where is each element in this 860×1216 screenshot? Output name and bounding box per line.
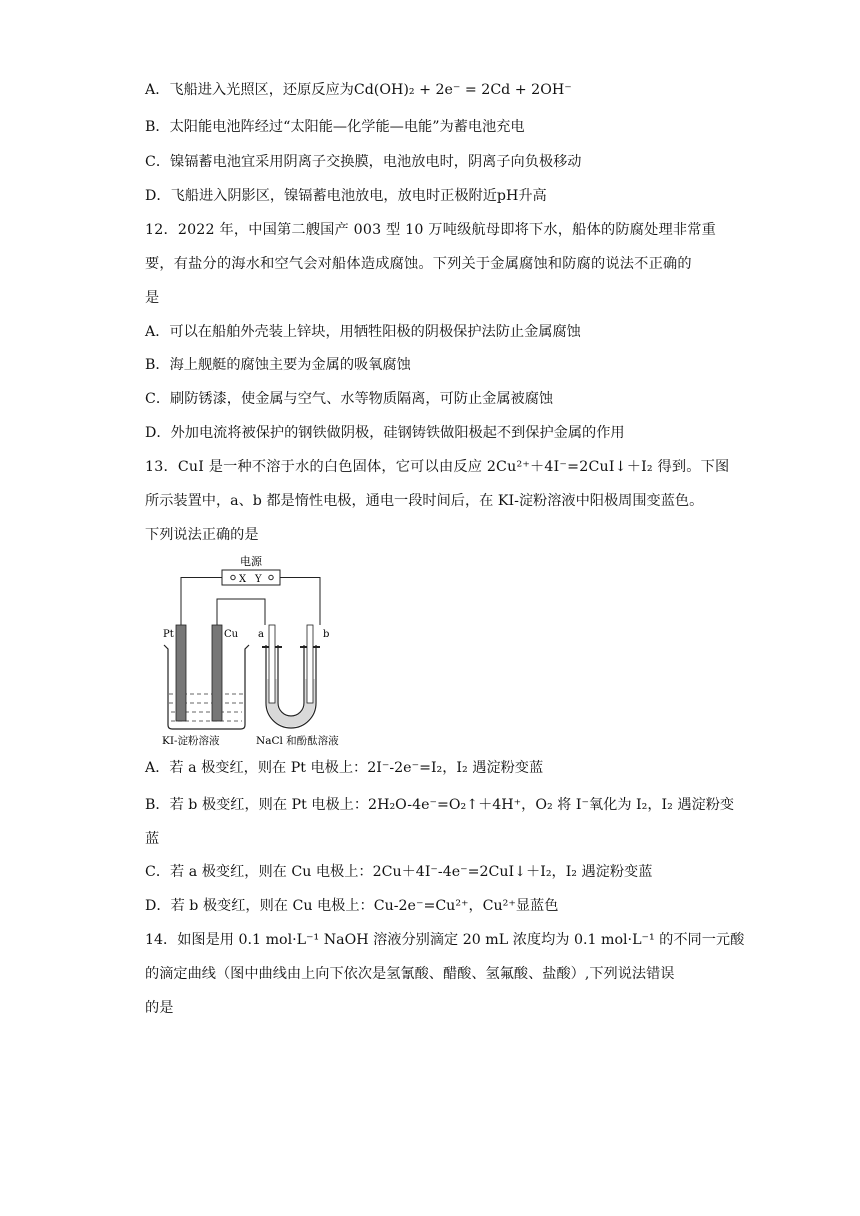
q14-stem-line-3: 的是	[145, 1000, 174, 1016]
q13-option-a: A．若 a 极变红，则在 Pt 电极上：2I⁻-2e⁻=I₂，I₂ 遇淀粉变蓝	[145, 760, 544, 776]
left-solution-label: KI-淀粉溶液	[162, 735, 220, 747]
a-label: a	[258, 629, 264, 640]
terminal-x-label: X	[239, 574, 247, 585]
terminal-y-label: Y	[255, 574, 262, 585]
u-tube-inner	[278, 645, 304, 716]
q12-option-a: A．可以在船舶外壳装上锌块，用牺牲阳极的阴极保护法防止金属腐蚀	[145, 324, 581, 340]
b-label: b	[323, 629, 330, 640]
q12-stem-line-2: 要，有盐分的海水和空气会对船体造成腐蚀。下列关于金属腐蚀和防腐的说法不正确的	[145, 256, 692, 272]
electrode-b	[307, 625, 313, 703]
q14-stem-line-1: 14．如图是用 0.1 mol·L⁻¹ NaOH 溶液分别滴定 20 mL 浓度均为 0.1 mol·L⁻¹ 的不同一元酸	[145, 932, 745, 948]
q12-stem-line-3: 是	[145, 290, 160, 306]
wire-cu-to-a	[217, 599, 265, 625]
q11-option-a: A．飞船进入光照区，还原反应为Cd(OH)₂ + 2e⁻ = 2Cd + 2OH⁻	[145, 82, 572, 98]
q13-option-b-line-1: B．若 b 极变红，则在 Pt 电极上：2H₂O-4e⁻=O₂↑＋4H⁺，O₂ 将 I⁻氧化为 I₂，I₂ 遇淀粉变	[145, 797, 735, 813]
right-solution-label: NaCl 和酚酞溶液	[256, 735, 339, 747]
q11-option-b: B．太阳能电池阵经过“太阳能—化学能—电能”为蓄电池充电	[145, 119, 525, 135]
q14-stem-line-2: 的滴定曲线（图中曲线由上向下依次是氢氰酸、醋酸、氢氟酸、盐酸）,下列说法错误	[145, 966, 675, 982]
electrolysis-apparatus-diagram	[160, 553, 360, 753]
pt-label: Pt	[163, 629, 174, 640]
wire-y-to-b	[280, 578, 320, 626]
q12-stem-line-1: 12．2022 年，中国第二艘国产 003 型 10 万吨级航母即将下水，船体的防腐处理非常重	[145, 222, 717, 238]
cu-electrode	[212, 625, 222, 721]
q12-option-d: D．外加电流将被保护的钢铁做阴极，硅钢铸铁做阳极起不到保护金属的作用	[145, 425, 625, 441]
q13-stem-line-3: 下列说法正确的是	[145, 527, 259, 543]
q13-option-d: D．若 b 极变红，则在 Cu 电极上：Cu-2e⁻=Cu²⁺，Cu²⁺显蓝色	[145, 898, 559, 914]
q13-stem-line-1: 13．CuI 是一种不溶于水的白色固体，它可以由反应 2Cu²⁺＋4I⁻=2CuI↓＋I₂ 得到。下图	[145, 459, 730, 475]
q13-option-c: C．若 a 极变红，则在 Cu 电极上：2Cu＋4I⁻-4e⁻=2CuI↓＋I₂，I₂ 遇淀粉变蓝	[145, 864, 653, 880]
q12-option-c: C．刷防锈漆，使金属与空气、水等物质隔离，可防止金属被腐蚀	[145, 391, 554, 407]
power-source-label: 电源	[240, 555, 262, 568]
q13-option-b-line-2: 蓝	[145, 831, 160, 847]
q11-option-d: D．飞船进入阴影区，镍镉蓄电池放电，放电时正极附近pH升高	[145, 188, 547, 204]
terminal-x	[231, 575, 235, 579]
q13-stem-line-2: 所示装置中，a、b 都是惰性电极，通电一段时间后，在 KI-淀粉溶液中阳极周围变蓝色。	[145, 493, 704, 509]
electrode-a	[269, 625, 275, 703]
pt-electrode	[176, 625, 186, 721]
terminal-y	[269, 575, 273, 579]
cu-label: Cu	[224, 629, 239, 640]
q11-option-c: C．镍镉蓄电池宜采用阴离子交换膜，电池放电时，阴离子向负极移动	[145, 154, 582, 170]
wire-x-to-pt	[181, 578, 222, 626]
q12-option-b: B．海上舰艇的腐蚀主要为金属的吸氧腐蚀	[145, 357, 411, 373]
